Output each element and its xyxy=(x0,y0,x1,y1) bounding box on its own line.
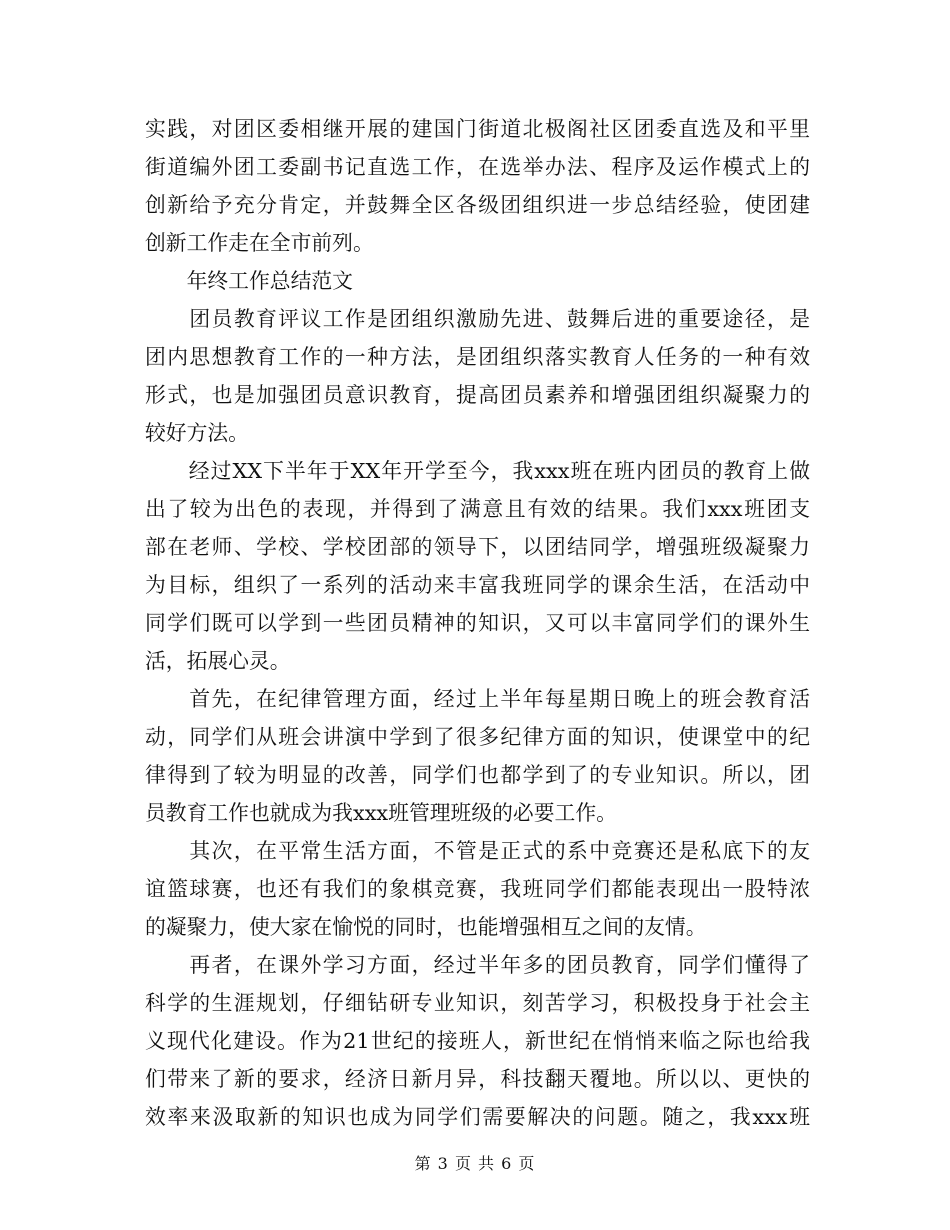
text-line: 出了较为出色的表现，并得到了满意且有效的结果。我们xxx班团支 xyxy=(145,497,810,521)
text-line: 部在老师、学校、学校团部的领导下，以团结同学，增强班级凝聚力 xyxy=(145,535,810,559)
text-line: 效率来汲取新的知识也成为同学们需要解决的问题。随之，我xxx班 xyxy=(145,1105,810,1129)
text-line: 律得到了较为明显的改善，同学们也都学到了的专业知识。所以，团 xyxy=(145,763,810,787)
text-line: 经过XX下半年于XX年开学至今，我xxx班在班内团员的教育上做 xyxy=(145,459,810,483)
text-line: 动，同学们从班会讲演中学到了很多纪律方面的知识，使课堂中的纪 xyxy=(145,725,810,749)
text-line: 其次，在平常生活方面，不管是正式的系中竞赛还是私底下的友 xyxy=(145,839,810,863)
page-footer: 第 3 页 共 6 页 xyxy=(414,1154,536,1173)
text-line: 团员教育评议工作是团组织激励先进、鼓舞后进的重要途径，是 xyxy=(145,307,810,331)
text-line: 创新给予充分肯定，并鼓舞全区各级团组织进一步总结经验，使团建 xyxy=(145,193,810,217)
text-line: 员教育工作也就成为我xxx班管理班级的必要工作。 xyxy=(145,801,617,825)
document-body xyxy=(145,110,810,1136)
text-line: 的凝聚力，使大家在愉悦的同时，也能增强相互之间的友情。 xyxy=(145,915,707,939)
text-line: 形式，也是加强团员意识教育，提高团员素养和增强团组织凝聚力的 xyxy=(145,383,810,407)
text-line: 义现代化建设。作为21世纪的接班人，新世纪在悄悄来临之际也给我 xyxy=(145,1029,810,1053)
text-line: 活，拓展心灵。 xyxy=(145,649,291,673)
text-line: 较好方法。 xyxy=(145,421,249,445)
text-line: 团内思想教育工作的一种方法，是团组织落实教育人任务的一种有效 xyxy=(145,345,810,369)
text-line: 街道编外团工委副书记直选工作，在选举办法、程序及运作模式上的 xyxy=(145,155,810,179)
text-line: 年终工作总结范文 xyxy=(145,269,353,293)
text-line: 实践，对团区委相继开展的建国门街道北极阁社区团委直选及和平里 xyxy=(145,117,810,141)
text-line: 首先，在纪律管理方面，经过上半年每星期日晚上的班会教育活 xyxy=(145,687,810,711)
text-line: 创新工作走在全市前列。 xyxy=(145,231,374,255)
text-line: 科学的生涯规划，仔细钻研专业知识，刻苦学习，积极投身于社会主 xyxy=(145,991,810,1015)
text-line: 同学们既可以学到一些团员精神的知识，又可以丰富同学们的课外生 xyxy=(145,611,810,635)
text-line: 再者，在课外学习方面，经过半年多的团员教育，同学们懂得了 xyxy=(145,953,810,977)
text-line: 们带来了新的要求，经济日新月异，科技翻天覆地。所以以、更快的 xyxy=(145,1067,810,1091)
text-line: 为目标，组织了一系列的活动来丰富我班同学的课余生活，在活动中 xyxy=(145,573,810,597)
text-line: 谊篮球赛，也还有我们的象棋竞赛，我班同学们都能表现出一股特浓 xyxy=(145,877,810,901)
